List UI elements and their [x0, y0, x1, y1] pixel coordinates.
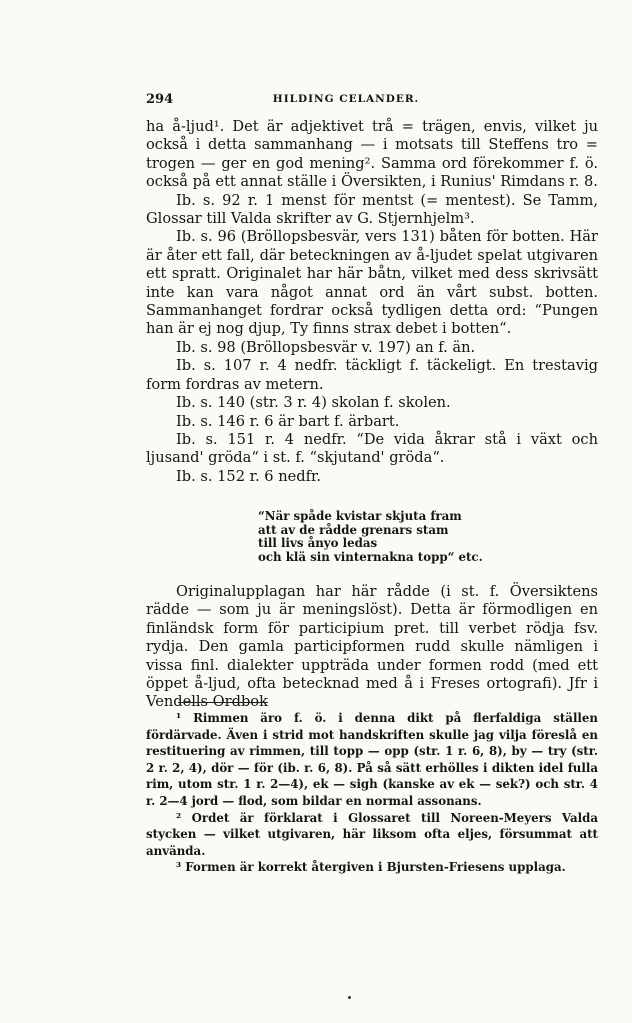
footnote: ² Ordet är förklarat i Glossaret till Noreen-Meyers Valda stycken — vilket utgivaren, här liksom ofta eljes, försummat att använda. [146, 810, 598, 858]
verse-line: och klä sin vinternakna topp“ etc. [258, 549, 483, 564]
paragraph: Ib. s. 140 (str. 3 r. 4) skolan f. skolen. [176, 394, 451, 412]
verse-quote [258, 510, 518, 564]
running-header [146, 92, 486, 110]
ink-speck [348, 996, 351, 999]
paragraph: Originalupplagan har här rådde (i st. f. Översiktens rädde — som ju är meningslöst). Detta är förmodligen en finländsk form för participium pret. till verbet rödja fsv. rydja. Den gamla participformen rudd skulle nämligen i vissa finl. dialekter uppträda under formen rodd (med ett öppet å-ljud, ofta betecknad med å i Freses ortografi). Jfr i Vendells Ordbok [146, 583, 598, 711]
paragraph: Ib. s. 92 r. 1 menst för mentst (= mentest). Se Tamm, Glossar till Valda skrifter av G. Stjernhjelm³. [146, 191, 598, 228]
footnote: ³ Formen är korrekt återgiven i Bjursten-Friesens upplaga. [176, 860, 566, 875]
page-number: 294 [146, 92, 174, 107]
verse-line: till livs ånyo ledas [258, 536, 378, 551]
paragraph: ha å-ljud¹. Det är adjektivet trå = trägen, envis, vilket ju också i detta sammanhang — i motsats till Steffens tro = trogen — ger en god mening². Samma ord förekommer f. ö. också på ett annat ställe i Översikten, i Runius' Rimdans r. 8. [146, 118, 598, 191]
main-text [146, 118, 598, 486]
verse-line: att av de rådde grenars stam [258, 522, 449, 537]
running-title: HILDING CELANDER. [272, 93, 420, 105]
paragraph: Ib. s. 151 r. 4 nedfr. “De vida åkrar stå i växt och ljusand' gröda“ i st. f. “skjutand' gröda“. [146, 430, 598, 467]
verse-line: “När spåde kvistar skjuta fram [258, 509, 462, 523]
main-text-continued [146, 583, 598, 712]
paragraph: Ib. s. 98 (Bröllopsbesvär v. 197) an f. än. [176, 338, 476, 356]
footnote-divider [178, 702, 268, 703]
paragraph: Ib. s. 146 r. 6 är bart f. ärbart. [176, 412, 400, 430]
paragraph: Ib. s. 96 (Bröllopsbesvär, vers 131) båten för botten. Här är åter ett fall, där beteckningen av å-ljudet spelat utgivaren ett spratt. Originalet har här båtn, vilket med dess skrivsätt inte kan vara något annat ord än vårt subst. botten. Sammanhanget fordrar också tydligen detta ord: “Pungen han är ej nog djup, Ty finns strax debet i botten“. [146, 228, 598, 338]
paragraph: Ib. s. 152 r. 6 nedfr. [176, 467, 322, 485]
footnote: ¹ Rimmen äro f. ö. i denna dikt på flerfaldiga ställen fördärvade. Även i strid mot handskriften skulle jag vilja föreslå en restituering av rimmen, till topp — opp (str. 1 r. 6, 8), by — try (str. 2 r. 2, 4), dör — för (ib. r. 6, 8). På så sätt erhölles i dikten idel fulla rim, utom str. 1 r. 2—4), ek — sigh (kanske av ek — sek?) och str. 4 r. 2—4 jord — flod, som bildar en normal assonans. [146, 711, 598, 808]
paragraph: Ib. s. 107 r. 4 nedfr. täckligt f. täckeligt. En trestavig form fordras av metern. [146, 357, 598, 393]
footnotes [146, 710, 598, 876]
